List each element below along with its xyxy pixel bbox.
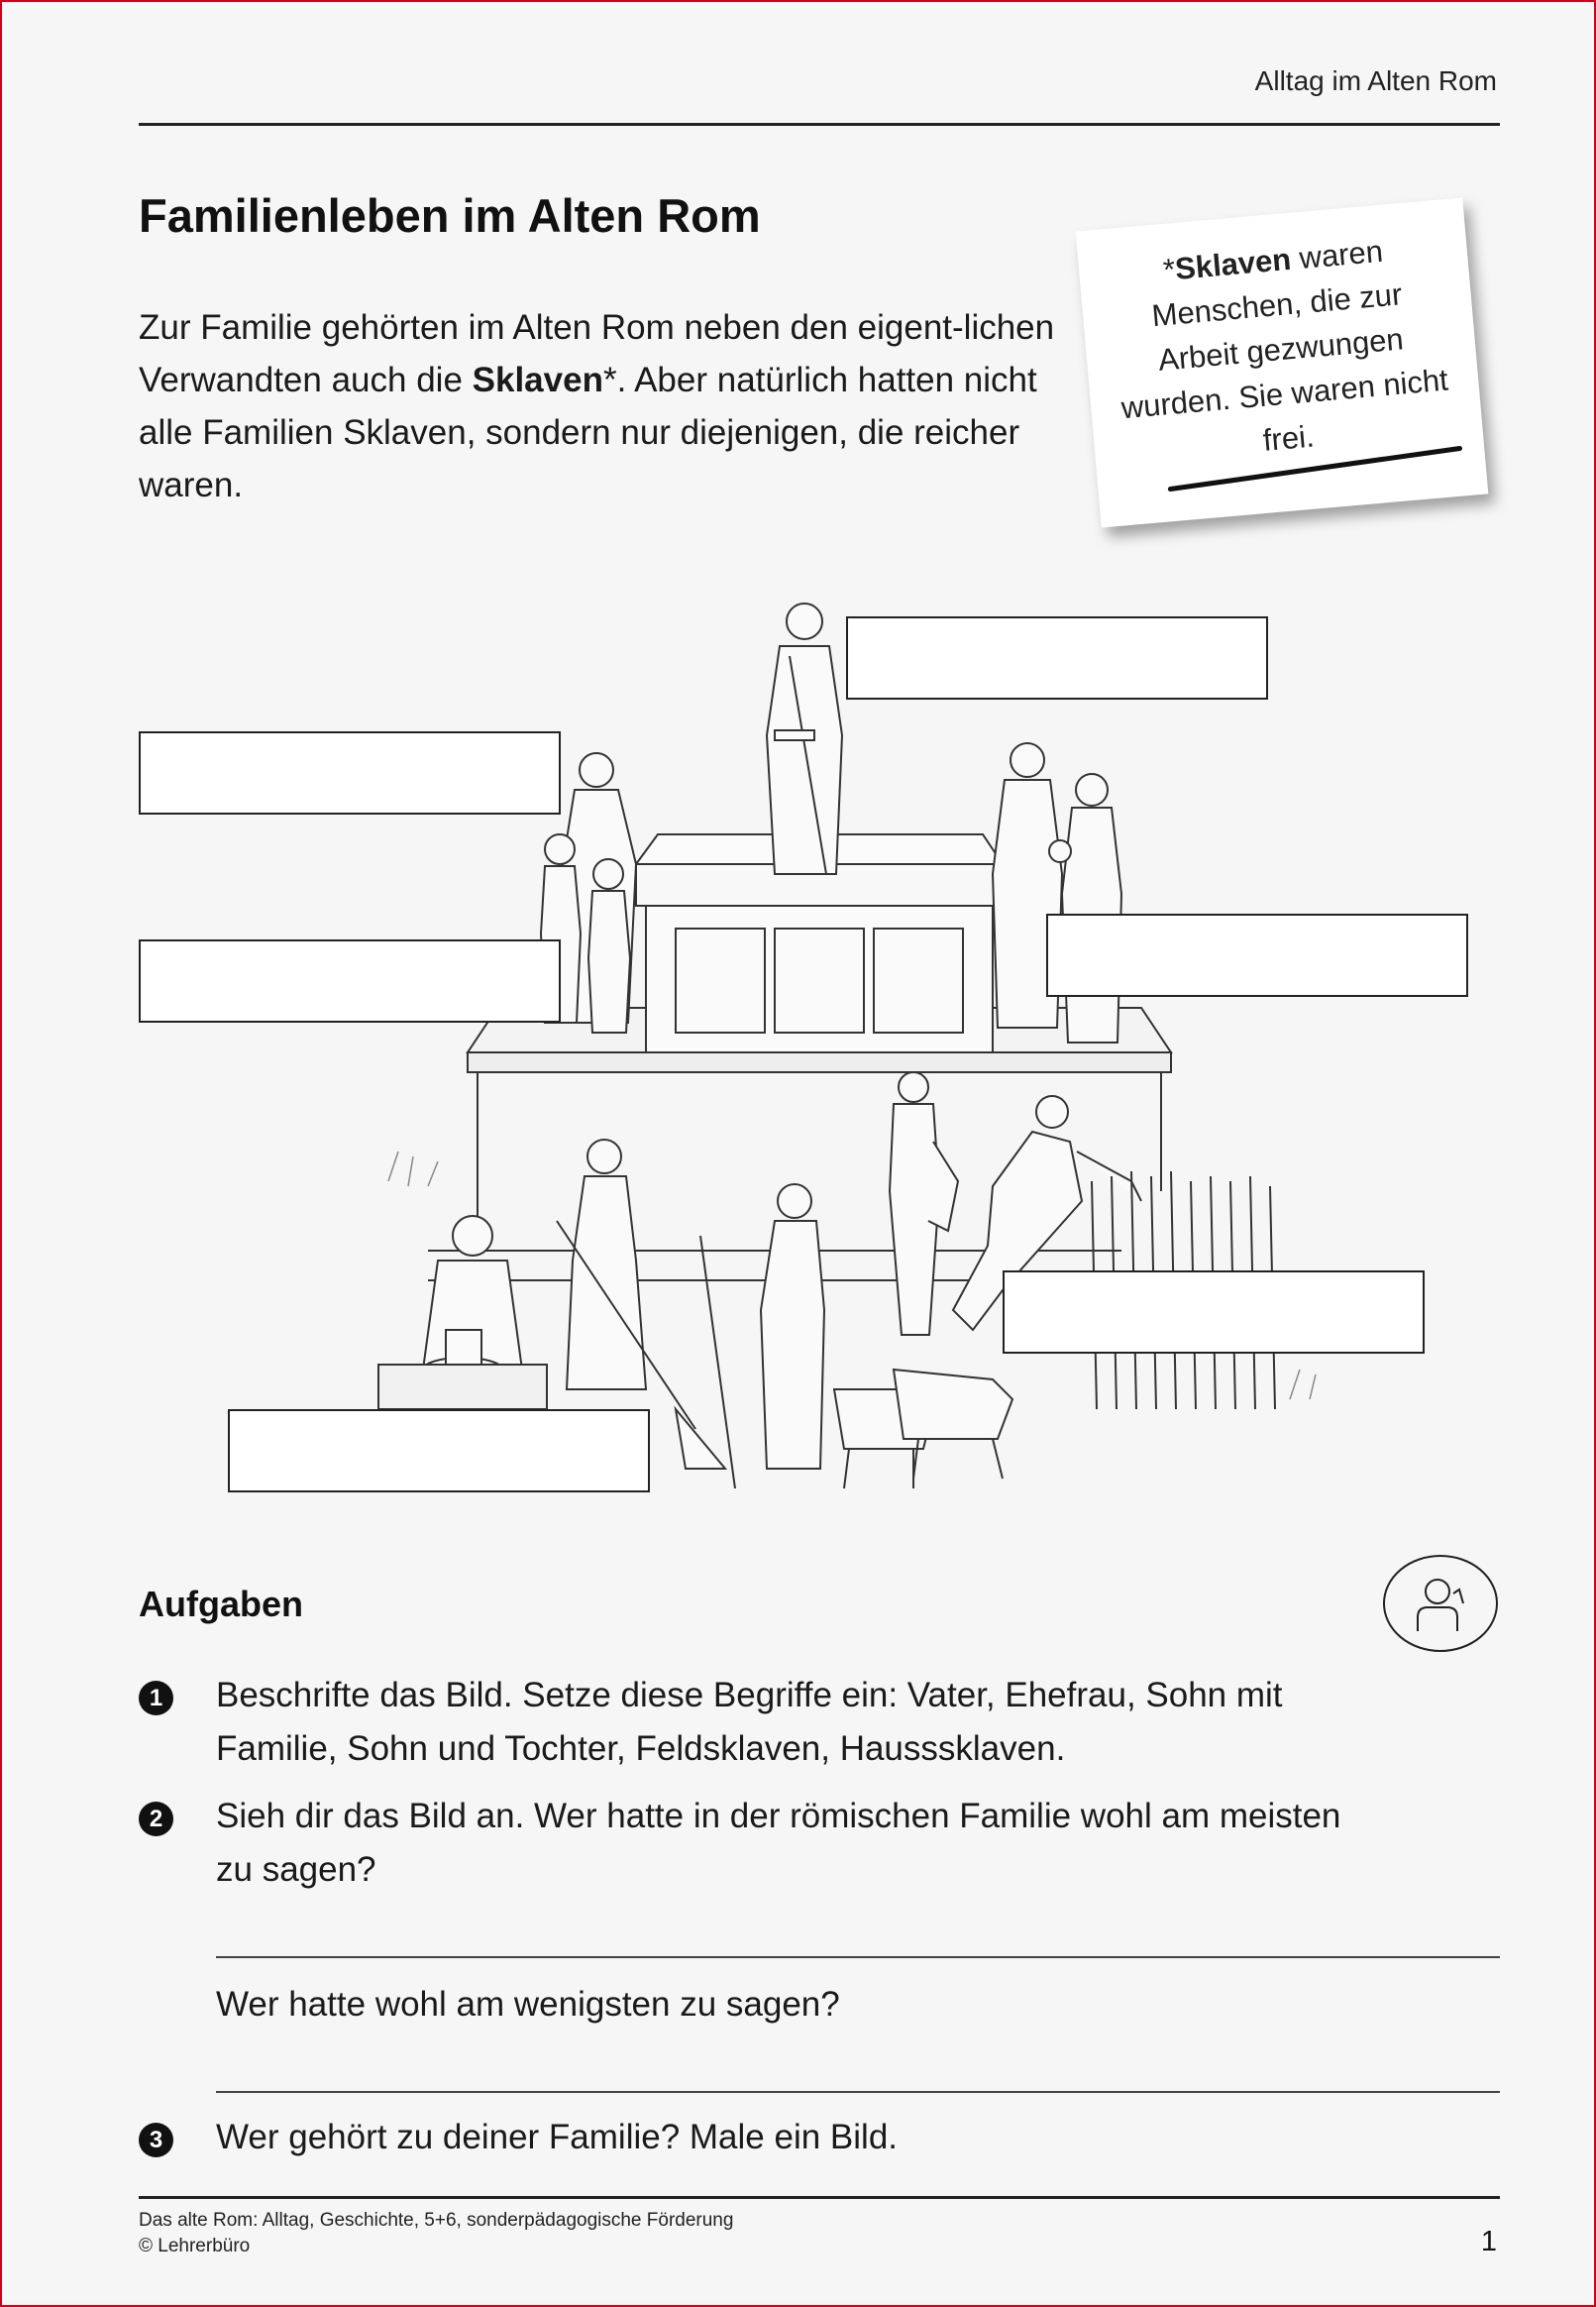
- intro-text-start: Zur Familie gehörten im Alten Rom neben den eigent-lichen Verwandten auch die: [139, 308, 1055, 399]
- answer-line-least[interactable]: [216, 2091, 1500, 2093]
- intro-text-end: *. Aber natürlich hatten nicht alle Familien Sklaven, sondern nur diejenigen, die reicher waren.: [139, 361, 1037, 504]
- task-2b-text: Wer hatte wohl am wenigsten zu sagen?: [216, 1985, 840, 2024]
- task-1-text: Beschrifte das Bild. Setze diese Begriffe ein: Vater, Ehefrau, Sohn mit Familie, Sohn und Tochter, Feldsklaven, Hausssklaven.: [216, 1676, 1283, 1768]
- label-box-house-slaves[interactable]: [228, 1409, 650, 1492]
- task-number-2: 2: [139, 1802, 173, 1836]
- note-definition: waren Menschen, die zur Arbeit gezwungen wurden. Sie waren nicht frei.: [1119, 233, 1450, 458]
- label-box-field-slaves[interactable]: [1003, 1270, 1425, 1354]
- intro-keyword: Sklaven: [472, 361, 603, 399]
- pottery-slave: [378, 1216, 547, 1409]
- page-title: Familienleben im Alten Rom: [139, 189, 761, 242]
- section-header: Alltag im Alten Rom: [1254, 65, 1497, 96]
- label-box-father[interactable]: [846, 616, 1268, 700]
- goat-herd-slave: [700, 1184, 824, 1488]
- footer-rule: [139, 2196, 1500, 2199]
- answer-line-most[interactable]: [216, 1956, 1500, 1958]
- task-2-text: Sieh dir das Bild an. Wer hatte in der römischen Familie wohl am meisten zu sagen?: [216, 1797, 1341, 1889]
- label-box-son-daughter[interactable]: [139, 939, 561, 1023]
- tasks-heading: Aufgaben: [139, 1584, 303, 1624]
- task-number-1: 1: [139, 1681, 173, 1715]
- task-3: [139, 2111, 1367, 2164]
- task-number-3: 3: [139, 2123, 173, 2157]
- footer-credits: [139, 2208, 733, 2259]
- task-2-followup: [139, 1978, 1367, 2032]
- task-2: [139, 1790, 1367, 1897]
- note-asterisk: *: [1161, 252, 1177, 288]
- family-illustration: [2, 587, 1596, 1508]
- header-rule: [139, 123, 1500, 126]
- definition-note: [1076, 197, 1489, 527]
- son-with-family-figures: [993, 743, 1121, 1043]
- speaking-person-icon: [1382, 1554, 1499, 1653]
- task-1: [139, 1669, 1367, 1776]
- label-box-son-family[interactable]: [1046, 914, 1468, 997]
- label-box-wife[interactable]: [139, 731, 561, 815]
- task-3-text: Wer gehört zu deiner Familie? Male ein Bild.: [216, 2118, 899, 2156]
- page-number: 1: [1480, 2226, 1497, 2257]
- footer-book-title: Das alte Rom: Alltag, Geschichte, 5+6, sonderpädagogische Förderung: [139, 2210, 734, 2231]
- footer-copyright: © Lehrerbüro: [139, 2236, 251, 2256]
- goats: [834, 1370, 1012, 1488]
- field-slave-standing: [890, 1072, 958, 1335]
- father-figure: [767, 604, 842, 874]
- note-text: [1076, 197, 1484, 477]
- intro-paragraph: [139, 301, 1080, 511]
- note-keyword: Sklaven: [1173, 241, 1293, 286]
